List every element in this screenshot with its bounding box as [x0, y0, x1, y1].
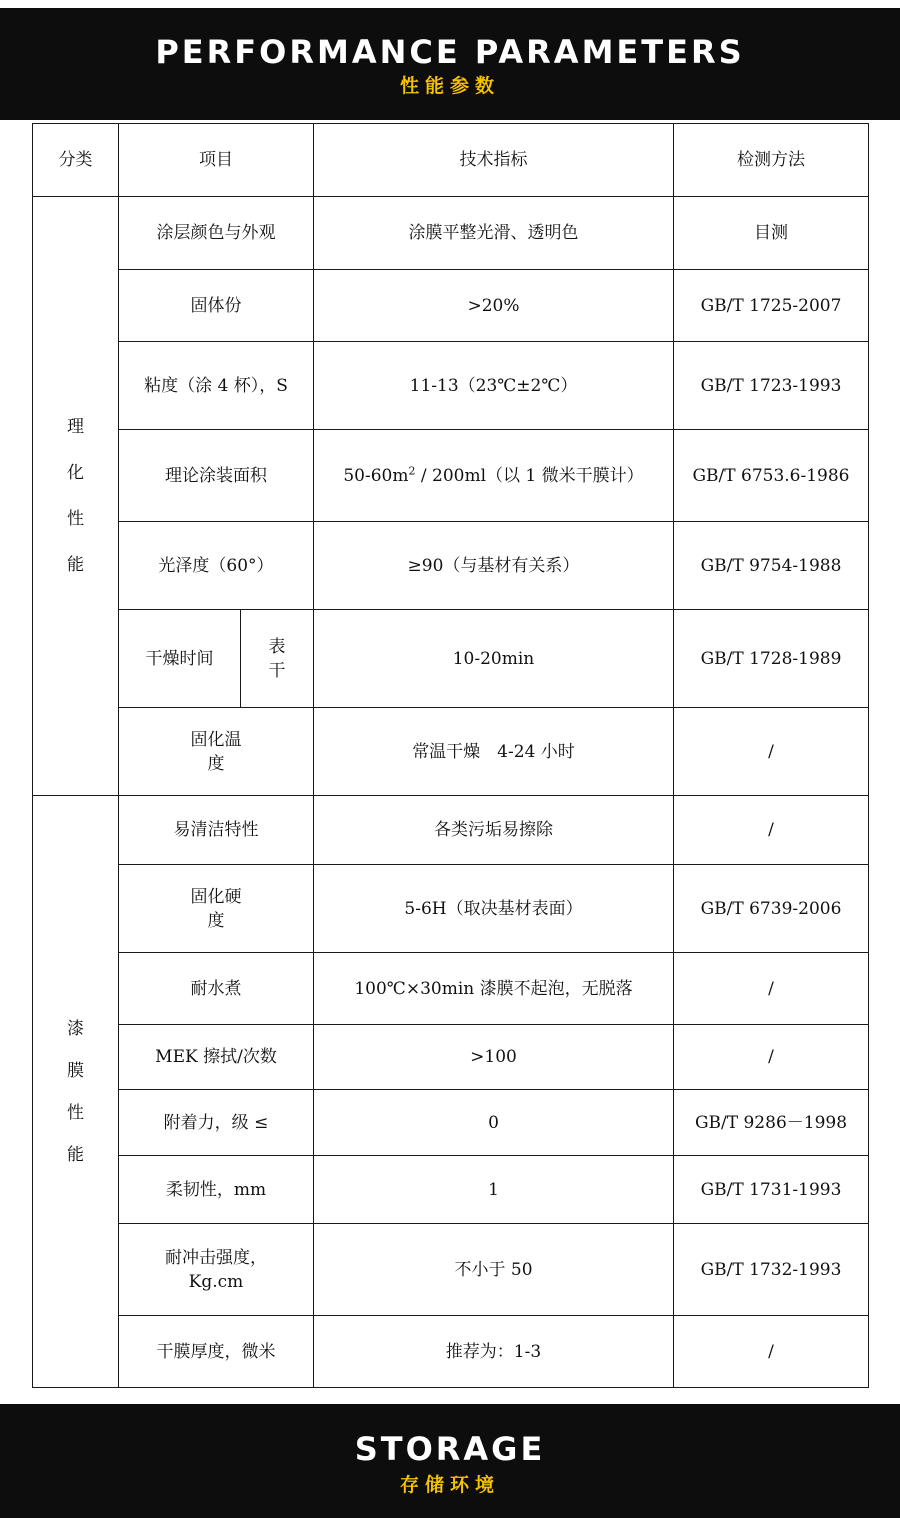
- header-item: 项目: [119, 124, 314, 197]
- table-row: [33, 1090, 869, 1156]
- table-header-row: [33, 124, 869, 197]
- item-cell: 耐水煮: [119, 953, 314, 1025]
- item-cell: 涂层颜色与外观: [119, 197, 314, 270]
- item-cell: 固体份: [119, 270, 314, 342]
- spec-cell: ≥90（与基材有关系）: [314, 522, 674, 610]
- method-cell: GB/T 9286－1998: [674, 1090, 869, 1156]
- table-row: [33, 953, 869, 1025]
- method-cell: GB/T 6753.6-1986: [674, 430, 869, 522]
- spec-cell: 各类污垢易擦除: [314, 796, 674, 865]
- spec-cell: 常温干燥 4-24 小时: [314, 708, 674, 796]
- item-cell: 易清洁特性: [119, 796, 314, 865]
- header-spec: 技术指标: [314, 124, 674, 197]
- table-row: [33, 430, 869, 522]
- table-row: [33, 197, 869, 270]
- spec-cell: 推荐为：1-3: [314, 1316, 674, 1388]
- item-cell: 光泽度（60°）: [119, 522, 314, 610]
- item-cell: 理论涂装面积: [119, 430, 314, 522]
- method-cell: /: [674, 796, 869, 865]
- method-cell: GB/T 1725-2007: [674, 270, 869, 342]
- spec-cell: 5-6H（取决基材表面）: [314, 865, 674, 953]
- spec-cell: 10-20min: [314, 610, 674, 708]
- table-row: [33, 1025, 869, 1090]
- method-cell: /: [674, 953, 869, 1025]
- method-cell: GB/T 6739-2006: [674, 865, 869, 953]
- item-cell: 干膜厚度，微米: [119, 1316, 314, 1388]
- method-cell: /: [674, 1316, 869, 1388]
- method-cell: GB/T 1723-1993: [674, 342, 869, 430]
- method-cell: /: [674, 1025, 869, 1090]
- item-cell: 粘度（涂 4 杯），S: [119, 342, 314, 430]
- table-row: [33, 270, 869, 342]
- header-title-cn: 性能参数: [399, 75, 500, 97]
- spec-cell: 不小于 50: [314, 1224, 674, 1316]
- category-physical-chemical: 理 化 性 能: [33, 197, 119, 796]
- item-cell: 柔韧性，mm: [119, 1156, 314, 1224]
- header-category: 分类: [33, 124, 119, 197]
- spec-cell: $50-60m^2 / 200ml$（以 1 微米干膜计）: [314, 430, 674, 522]
- method-cell: 目测: [674, 197, 869, 270]
- performance-table: [32, 123, 869, 1388]
- method-cell: GB/T 9754-1988: [674, 522, 869, 610]
- item-cell: 附着力，级 ≤: [119, 1090, 314, 1156]
- header-method: 检测方法: [674, 124, 869, 197]
- header-title-en: PERFORMANCE PARAMETERS: [155, 33, 745, 71]
- table-row: [33, 1156, 869, 1224]
- table-row: [33, 865, 869, 953]
- header-banner: [0, 8, 900, 120]
- table-row: [33, 342, 869, 430]
- table-row: [33, 796, 869, 865]
- spec-cell: 11-13（23℃±2℃）: [314, 342, 674, 430]
- method-cell: /: [674, 708, 869, 796]
- footer-title-en: STORAGE: [354, 1430, 546, 1468]
- method-cell: GB/T 1728-1989: [674, 610, 869, 708]
- footer-title-cn: 存储环境: [399, 1474, 500, 1496]
- method-cell: GB/T 1732-1993: [674, 1224, 869, 1316]
- spec-cell: 涂膜平整光滑、透明色: [314, 197, 674, 270]
- item-cell: 固化硬 度: [119, 865, 314, 953]
- item-cell: 干燥时间: [119, 610, 241, 708]
- item-cell: 固化温 度: [119, 708, 314, 796]
- category-film: 漆 膜 性 能: [33, 796, 119, 1388]
- spec-cell: 100℃×30min 漆膜不起泡，无脱落: [314, 953, 674, 1025]
- item-cell: 耐冲击强度， Kg.cm: [119, 1224, 314, 1316]
- table-row: [33, 1316, 869, 1388]
- spec-cell: >100: [314, 1025, 674, 1090]
- table-row: [33, 1224, 869, 1316]
- spec-cell: 1: [314, 1156, 674, 1224]
- table-row: [33, 610, 869, 708]
- sub-item-cell: 表 干: [241, 610, 314, 708]
- spec-cell: 0: [314, 1090, 674, 1156]
- table-row: [33, 522, 869, 610]
- footer-banner: [0, 1404, 900, 1518]
- table-row: [33, 708, 869, 796]
- spec-cell: >20%: [314, 270, 674, 342]
- method-cell: GB/T 1731-1993: [674, 1156, 869, 1224]
- item-cell: MEK 擦拭/次数: [119, 1025, 314, 1090]
